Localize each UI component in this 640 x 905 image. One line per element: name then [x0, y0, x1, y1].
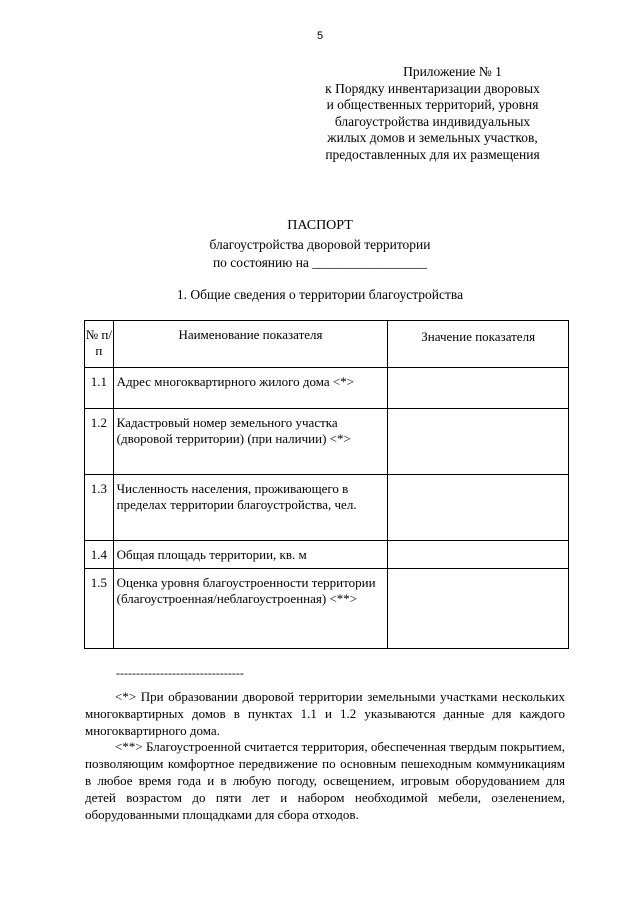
row-num: 1.2	[85, 409, 114, 475]
row-num: 1.5	[85, 569, 114, 649]
table-header-row	[85, 321, 569, 368]
document-subtitle	[0, 236, 640, 272]
table-row	[85, 541, 569, 569]
table-row	[85, 409, 569, 475]
appendix-header	[300, 64, 565, 163]
row-num: 1.3	[85, 475, 114, 541]
row-value	[388, 368, 569, 409]
table-row	[85, 569, 569, 649]
footnote	[85, 738, 565, 823]
row-name: Общая площадь территории, кв. м	[113, 541, 388, 569]
table-row	[85, 368, 569, 409]
appendix-title: Приложение № 1	[403, 64, 502, 79]
document-title: ПАСПОРТ	[287, 218, 353, 233]
page-number: 5	[316, 30, 324, 42]
appendix-line: предоставленных для их размещения	[325, 146, 540, 162]
row-value	[388, 569, 569, 649]
subtitle-line: благоустройства дворовой территории	[209, 237, 431, 252]
subtitle-date-line: по состоянию на _________________	[212, 255, 428, 270]
row-num: 1.4	[85, 541, 114, 569]
row-name: Кадастровый номер земельного участка (дворовой территории) (при наличии) <*>	[113, 409, 388, 475]
row-name: Численность населения, проживающего в пределах территории благоустройства, чел.	[113, 475, 388, 541]
header-num: № п/п	[85, 321, 114, 368]
footnote-text: <**> Благоустроенной считается территория, обеспеченная твердым покрытием, позволяющим комфортное передвижение по основным пешеходным коммуникациям в любое время года и в любую погоду, освещением, игровым оборудованием для детей возрастом до пяти лет и набором необходимой мебели, озеленением, оборудованными площадками для сбора отходов.	[85, 739, 565, 822]
row-value	[388, 409, 569, 475]
appendix-line: и общественных территорий, уровня	[326, 97, 539, 112]
row-name: Адрес многоквартирного жилого дома <*>	[113, 368, 388, 409]
footnote-separator: --------------------------------	[116, 666, 244, 680]
row-name: Оценка уровня благоустроенности территории (благоустроенная/неблагоустроенная) <**>	[113, 569, 388, 649]
footnote-text: <*> При образовании дворовой территории земельными участками нескольких многоквартирных домов в пунктах 1.1 и 1.2 указываются данные для каждого многоквартирного дома.	[85, 689, 565, 738]
section-heading: 1. Общие сведения о территории благоустройства	[176, 287, 464, 302]
footnote	[85, 688, 565, 739]
row-num: 1.1	[85, 368, 114, 409]
appendix-line: к Порядку инвентаризации дворовых	[325, 80, 540, 96]
row-value	[388, 541, 569, 569]
row-value	[388, 475, 569, 541]
header-name: Наименование показателя	[113, 321, 388, 368]
header-value: Значение показателя	[388, 321, 569, 368]
appendix-line: жилых домов и земельных участков,	[327, 130, 538, 145]
table-row	[85, 475, 569, 541]
appendix-line: благоустройства индивидуальных	[334, 113, 531, 129]
indicators-table	[84, 320, 569, 649]
